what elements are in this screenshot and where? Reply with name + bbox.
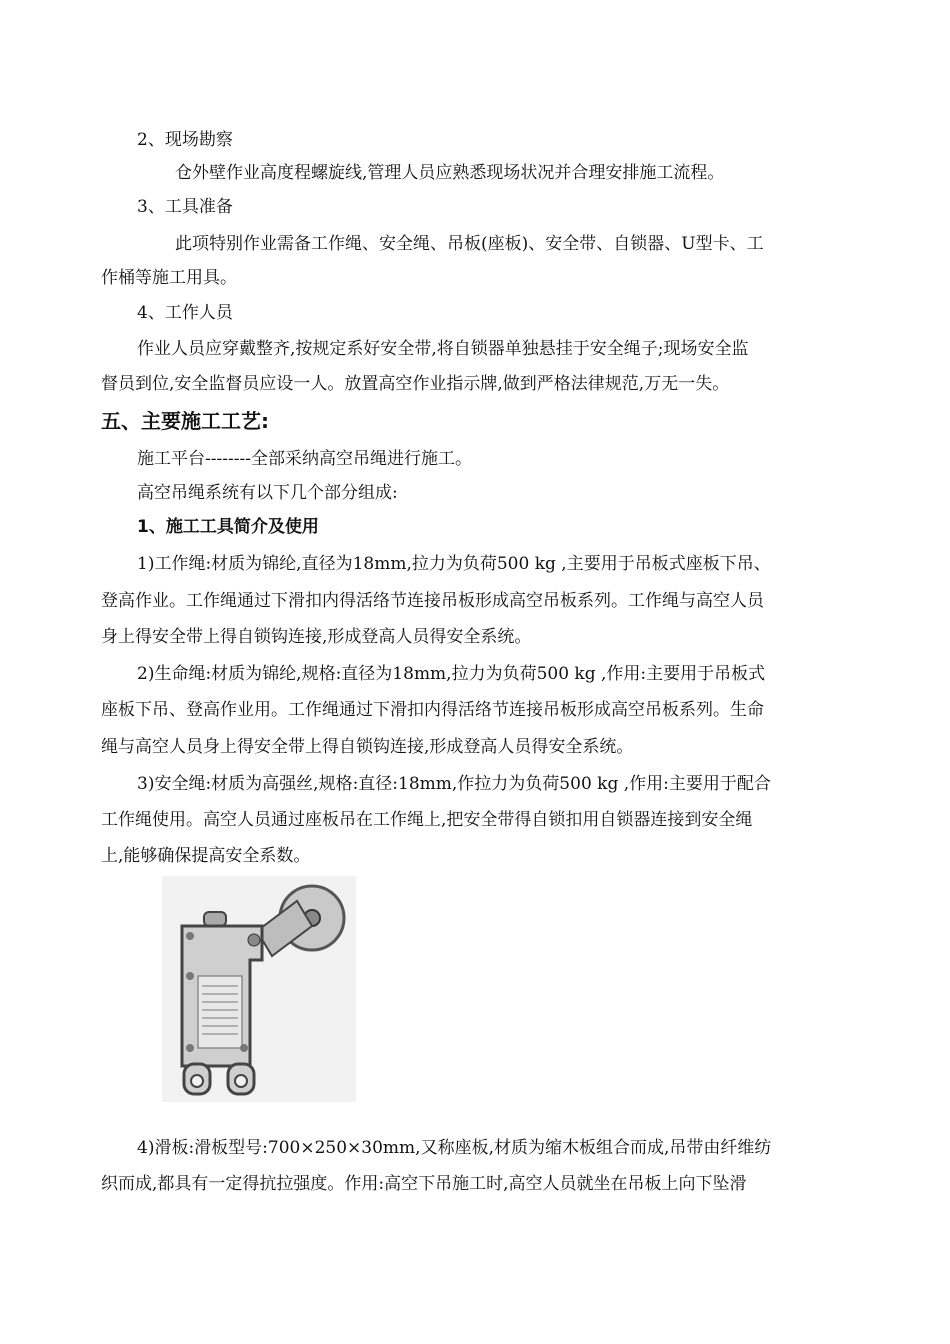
item3-line-2: 工作绳使用。高空人员通过座板吊在工作绳上,把安全带得自锁扣用自锁器连接到安全绳 [101, 810, 753, 830]
platform-line: 施工平台--------全部采纳高空吊绳进行施工。 [137, 449, 472, 469]
item1-line-2: 登高作业。工作绳通过下滑扣内得活络节连接吊板形成高空吊板系列。工作绳与高空人员 [101, 591, 764, 611]
item2-line-1: 2)生命绳:材质为锦纶,规格:直径为18mm,拉力为负荷500 kg ,作用:主要用于吊板式 [137, 664, 766, 684]
item3-line-1: 3)安全绳:材质为高强丝,规格:直径:18mm,作拉力为负荷500 kg ,作用:主要用于配合 [137, 774, 771, 794]
item4-line-1: 4)滑板:滑板型号:700×250×30mm,又称座板,材质为缩木板组合而成,吊带由纤维纺 [137, 1138, 772, 1158]
self-locking-device-photo [162, 876, 356, 1102]
item1-line-1: 1)工作绳:材质为锦纶,直径为18mm,拉力为负荷500 kg ,主要用于吊板式座板下吊、 [137, 554, 771, 574]
system-components-line: 高空吊绳系统有以下几个部分组成: [137, 483, 398, 503]
site-survey-heading: 2、现场勘察 [137, 130, 233, 150]
tools-heading: 3、工具准备 [137, 197, 233, 217]
tools-intro-heading: 1、施工工具简介及使用 [137, 517, 319, 537]
item4-line-2: 织而成,都具有一定得抗拉强度。作用:高空下吊施工时,高空人员就坐在吊板上向下坠滑 [101, 1174, 747, 1194]
self-locking-device-icon [162, 876, 356, 1102]
site-survey-body: 仓外壁作业高度程螺旋线,管理人员应熟悉现场状况并合理安排施工流程。 [175, 163, 725, 183]
item2-line-2: 座板下吊、登高作业用。工作绳通过下滑扣内得活络节连接吊板形成高空吊板系列。生命 [101, 700, 764, 720]
item3-line-3: 上,能够确保提高安全系数。 [101, 846, 311, 866]
staff-body-line-1: 作业人员应穿戴整齐,按规定系好安全带,将自锁器单独悬挂于安全绳子;现场安全监 [137, 339, 749, 359]
staff-heading: 4、工作人员 [137, 303, 233, 323]
tools-body-line-2: 作桶等施工用具。 [101, 268, 237, 288]
tools-body-line-1: 此项特别作业需备工作绳、安全绳、吊板(座板)、安全带、自锁器、U型卡、工 [175, 234, 764, 254]
item2-line-3: 绳与高空人员身上得安全带上得自锁钩连接,形成登高人员得安全系统。 [101, 737, 634, 757]
main-process-heading: 五、主要施工工艺: [101, 409, 269, 433]
item1-line-3: 身上得安全带上得自锁钩连接,形成登高人员得安全系统。 [101, 627, 532, 647]
staff-body-line-2: 督员到位,安全监督员应设一人。放置高空作业指示牌,做到严格法律规范,万无一失。 [101, 374, 730, 394]
